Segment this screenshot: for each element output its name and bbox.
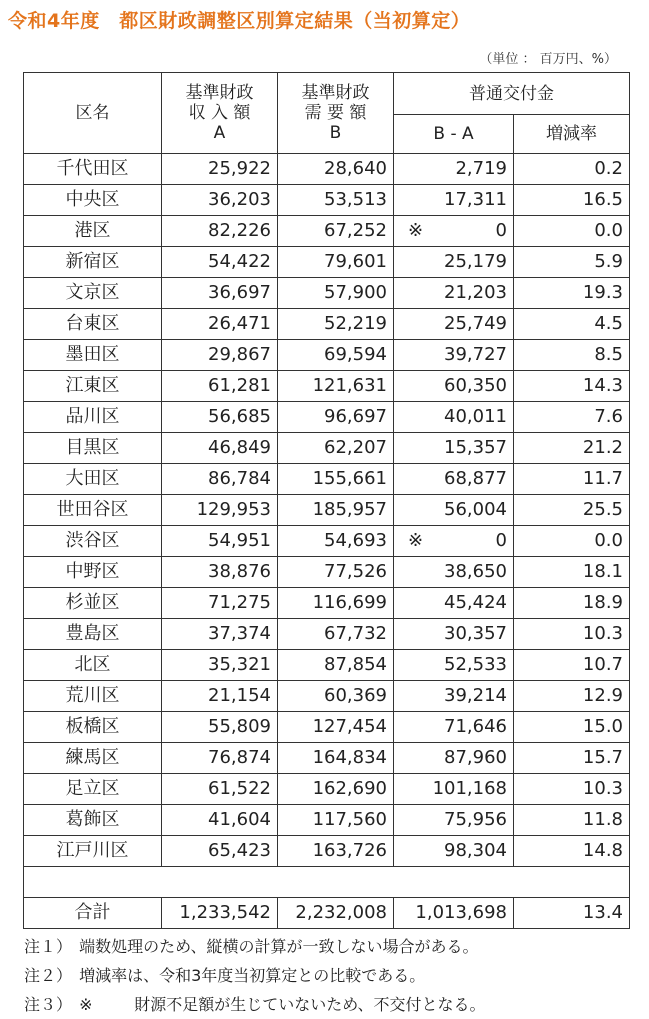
change-rate: 11.8: [514, 805, 630, 836]
grant-diff: [394, 340, 514, 371]
demand-b: 67,252: [278, 216, 394, 247]
no-grant-mark: ※: [408, 220, 424, 241]
ward-name: 文京区: [24, 278, 162, 309]
change-rate: 21.2: [514, 433, 630, 464]
grant-diff: [394, 185, 514, 216]
revenue-a: 71,275: [162, 588, 278, 619]
grant-diff-value: 68,877: [444, 468, 507, 489]
table-row: [24, 433, 630, 464]
table-row: [24, 619, 630, 650]
header-revenue-line3: A: [213, 123, 226, 143]
ward-name: 台東区: [24, 309, 162, 340]
grant-diff-value: 75,956: [444, 809, 507, 830]
revenue-a: 29,867: [162, 340, 278, 371]
demand-b: 185,957: [278, 495, 394, 526]
no-grant-mark: ※: [408, 530, 424, 551]
ward-name: 荒川区: [24, 681, 162, 712]
note-2: [24, 961, 486, 990]
grant-diff-value: 60,350: [444, 375, 507, 396]
table-row: [24, 247, 630, 278]
header-demand-line3: B: [329, 123, 342, 143]
demand-b: 162,690: [278, 774, 394, 805]
total-row: [24, 898, 630, 929]
revenue-a: 25,922: [162, 154, 278, 185]
grant-diff: [394, 588, 514, 619]
header-ward: [24, 73, 162, 154]
grant-diff-value: 98,304: [444, 840, 507, 861]
demand-b: 60,369: [278, 681, 394, 712]
revenue-a: 86,784: [162, 464, 278, 495]
header-diff-label: B - A: [433, 124, 474, 144]
table-row: [24, 712, 630, 743]
change-rate: 0.0: [514, 216, 630, 247]
revenue-a: 61,281: [162, 371, 278, 402]
demand-b: 54,693: [278, 526, 394, 557]
grant-diff: [394, 774, 514, 805]
ward-name: 中央区: [24, 185, 162, 216]
demand-b: 28,640: [278, 154, 394, 185]
revenue-a: 54,422: [162, 247, 278, 278]
total-a: 1,233,542: [162, 898, 278, 929]
total-b: 2,232,008: [278, 898, 394, 929]
note-1-text: 端数処理のため、縦横の計算が一致しない場合がある。: [79, 937, 479, 956]
demand-b: 52,219: [278, 309, 394, 340]
change-rate: 7.6: [514, 402, 630, 433]
revenue-a: 56,685: [162, 402, 278, 433]
note-1-label: 注１）: [24, 937, 73, 956]
demand-b: 117,560: [278, 805, 394, 836]
revenue-a: 35,321: [162, 650, 278, 681]
demand-b: 164,834: [278, 743, 394, 774]
demand-b: 79,601: [278, 247, 394, 278]
grant-diff: [394, 247, 514, 278]
ward-name: 杉並区: [24, 588, 162, 619]
note-2-text: 増減率は、令和3年度当初算定との比較である。: [79, 966, 426, 985]
grant-diff-value: 0: [495, 220, 507, 241]
ward-name: 大田区: [24, 464, 162, 495]
table-row: [24, 836, 630, 867]
grant-diff: [394, 309, 514, 340]
grant-diff: [394, 402, 514, 433]
change-rate: 25.5: [514, 495, 630, 526]
grant-diff: [394, 681, 514, 712]
header-ward-label: 区名: [75, 103, 110, 123]
header-rate: [514, 115, 630, 154]
revenue-a: 26,471: [162, 309, 278, 340]
results-table: [23, 72, 630, 929]
demand-b: 127,454: [278, 712, 394, 743]
change-rate: 12.9: [514, 681, 630, 712]
demand-b: 62,207: [278, 433, 394, 464]
table-row: [24, 681, 630, 712]
ward-name: 渋谷区: [24, 526, 162, 557]
header-diff: [394, 115, 514, 154]
unit-note: （単位 ： 百万円、%）: [479, 52, 617, 67]
change-rate: 15.7: [514, 743, 630, 774]
grant-diff-value: 56,004: [444, 499, 507, 520]
table-row: [24, 774, 630, 805]
table-row: [24, 154, 630, 185]
header-revenue: [162, 73, 278, 154]
grant-diff-value: 17,311: [444, 189, 507, 210]
note-2-label: 注２）: [24, 966, 73, 985]
change-rate: 10.3: [514, 774, 630, 805]
ward-name: 板橋区: [24, 712, 162, 743]
grant-diff-value: 39,727: [444, 344, 507, 365]
grant-diff-value: 71,646: [444, 716, 507, 737]
revenue-a: 38,876: [162, 557, 278, 588]
revenue-a: 65,423: [162, 836, 278, 867]
total-label: 合計: [24, 898, 162, 929]
ward-name: 品川区: [24, 402, 162, 433]
table-row: [24, 526, 630, 557]
grant-diff-value: 2,719: [455, 158, 507, 179]
change-rate: 8.5: [514, 340, 630, 371]
table-row: [24, 495, 630, 526]
grant-diff: [394, 464, 514, 495]
table-row: [24, 278, 630, 309]
ward-name: 目黒区: [24, 433, 162, 464]
grant-diff: [394, 650, 514, 681]
change-rate: 15.0: [514, 712, 630, 743]
ward-name: 江戸川区: [24, 836, 162, 867]
header-grant-label: 普通交付金: [469, 83, 554, 104]
ward-name: 中野区: [24, 557, 162, 588]
change-rate: 10.3: [514, 619, 630, 650]
table-row: [24, 371, 630, 402]
change-rate: 14.8: [514, 836, 630, 867]
change-rate: 18.1: [514, 557, 630, 588]
table-row: [24, 340, 630, 371]
revenue-a: 61,522: [162, 774, 278, 805]
revenue-a: 21,154: [162, 681, 278, 712]
revenue-a: 82,226: [162, 216, 278, 247]
demand-b: 69,594: [278, 340, 394, 371]
revenue-a: 129,953: [162, 495, 278, 526]
table-body: [24, 154, 630, 867]
revenue-a: 46,849: [162, 433, 278, 464]
demand-b: 87,854: [278, 650, 394, 681]
change-rate: 10.7: [514, 650, 630, 681]
grant-diff-value: 15,357: [444, 437, 507, 458]
ward-name: 世田谷区: [24, 495, 162, 526]
change-rate: 0.2: [514, 154, 630, 185]
demand-b: 67,732: [278, 619, 394, 650]
grant-diff-value: 40,011: [444, 406, 507, 427]
revenue-a: 36,697: [162, 278, 278, 309]
revenue-a: 37,374: [162, 619, 278, 650]
grant-diff-value: 30,357: [444, 623, 507, 644]
note-3-label: 注３）: [24, 995, 73, 1014]
ward-name: 江東区: [24, 371, 162, 402]
header-demand-line2: 需 要 額: [304, 103, 367, 123]
header-revenue-line1: 基準財政: [185, 83, 254, 103]
grant-diff-value: 45,424: [444, 592, 507, 613]
change-rate: 0.0: [514, 526, 630, 557]
grant-diff: [394, 743, 514, 774]
note-1: [24, 932, 486, 961]
table-row: [24, 588, 630, 619]
table-row: [24, 185, 630, 216]
grant-diff-value: 0: [495, 530, 507, 551]
ward-name: 葛飾区: [24, 805, 162, 836]
notes: [24, 932, 486, 1019]
grant-diff-value: 25,749: [444, 313, 507, 334]
ward-name: 新宿区: [24, 247, 162, 278]
demand-b: 155,661: [278, 464, 394, 495]
grant-diff: [394, 836, 514, 867]
note-3: [24, 990, 486, 1019]
change-rate: 16.5: [514, 185, 630, 216]
table-row: [24, 805, 630, 836]
header-demand-line1: 基準財政: [301, 83, 370, 103]
demand-b: 96,697: [278, 402, 394, 433]
grant-diff-value: 21,203: [444, 282, 507, 303]
grant-diff-value: 25,179: [444, 251, 507, 272]
table-row: [24, 309, 630, 340]
table-row: [24, 557, 630, 588]
demand-b: 77,526: [278, 557, 394, 588]
revenue-a: 36,203: [162, 185, 278, 216]
grant-diff: [394, 216, 514, 247]
header-grant: [394, 73, 630, 115]
demand-b: 57,900: [278, 278, 394, 309]
revenue-a: 54,951: [162, 526, 278, 557]
table-row: [24, 402, 630, 433]
change-rate: 5.9: [514, 247, 630, 278]
ward-name: 墨田区: [24, 340, 162, 371]
table-row: [24, 650, 630, 681]
ward-name: 足立区: [24, 774, 162, 805]
demand-b: 121,631: [278, 371, 394, 402]
grant-diff: [394, 805, 514, 836]
ward-name: 千代田区: [24, 154, 162, 185]
grant-diff: [394, 619, 514, 650]
revenue-a: 41,604: [162, 805, 278, 836]
grant-diff: [394, 526, 514, 557]
change-rate: 11.7: [514, 464, 630, 495]
grant-diff: [394, 712, 514, 743]
grant-diff-value: 52,533: [444, 654, 507, 675]
header-demand: [278, 73, 394, 154]
table-row: [24, 743, 630, 774]
table-row: [24, 464, 630, 495]
demand-b: 116,699: [278, 588, 394, 619]
header-revenue-line2: 収 入 額: [188, 103, 251, 123]
page-title: 令和4年度 都区財政調整区別算定結果（当初算定）: [8, 10, 471, 32]
change-rate: 14.3: [514, 371, 630, 402]
grant-diff: [394, 557, 514, 588]
grant-diff: [394, 433, 514, 464]
grant-diff: [394, 371, 514, 402]
change-rate: 18.9: [514, 588, 630, 619]
grant-diff-value: 39,214: [444, 685, 507, 706]
ward-name: 港区: [24, 216, 162, 247]
grant-diff-value: 87,960: [444, 747, 507, 768]
grant-diff-value: 101,168: [432, 778, 507, 799]
change-rate: 19.3: [514, 278, 630, 309]
table-row: [24, 216, 630, 247]
demand-b: 163,726: [278, 836, 394, 867]
revenue-a: 76,874: [162, 743, 278, 774]
note-3-text: 財源不足額が生じていないため、不交付となる。: [134, 995, 486, 1014]
note-3-mark: ※: [79, 995, 93, 1014]
ward-name: 練馬区: [24, 743, 162, 774]
revenue-a: 55,809: [162, 712, 278, 743]
total-diff: 1,013,698: [394, 898, 514, 929]
total-rate: 13.4: [514, 898, 630, 929]
grant-diff: [394, 154, 514, 185]
header-rate-label: 増減率: [546, 124, 597, 144]
grant-diff: [394, 495, 514, 526]
grant-diff-value: 38,650: [444, 561, 507, 582]
grant-diff: [394, 278, 514, 309]
ward-name: 北区: [24, 650, 162, 681]
spacer-row: [24, 867, 630, 898]
demand-b: 53,513: [278, 185, 394, 216]
change-rate: 4.5: [514, 309, 630, 340]
ward-name: 豊島区: [24, 619, 162, 650]
